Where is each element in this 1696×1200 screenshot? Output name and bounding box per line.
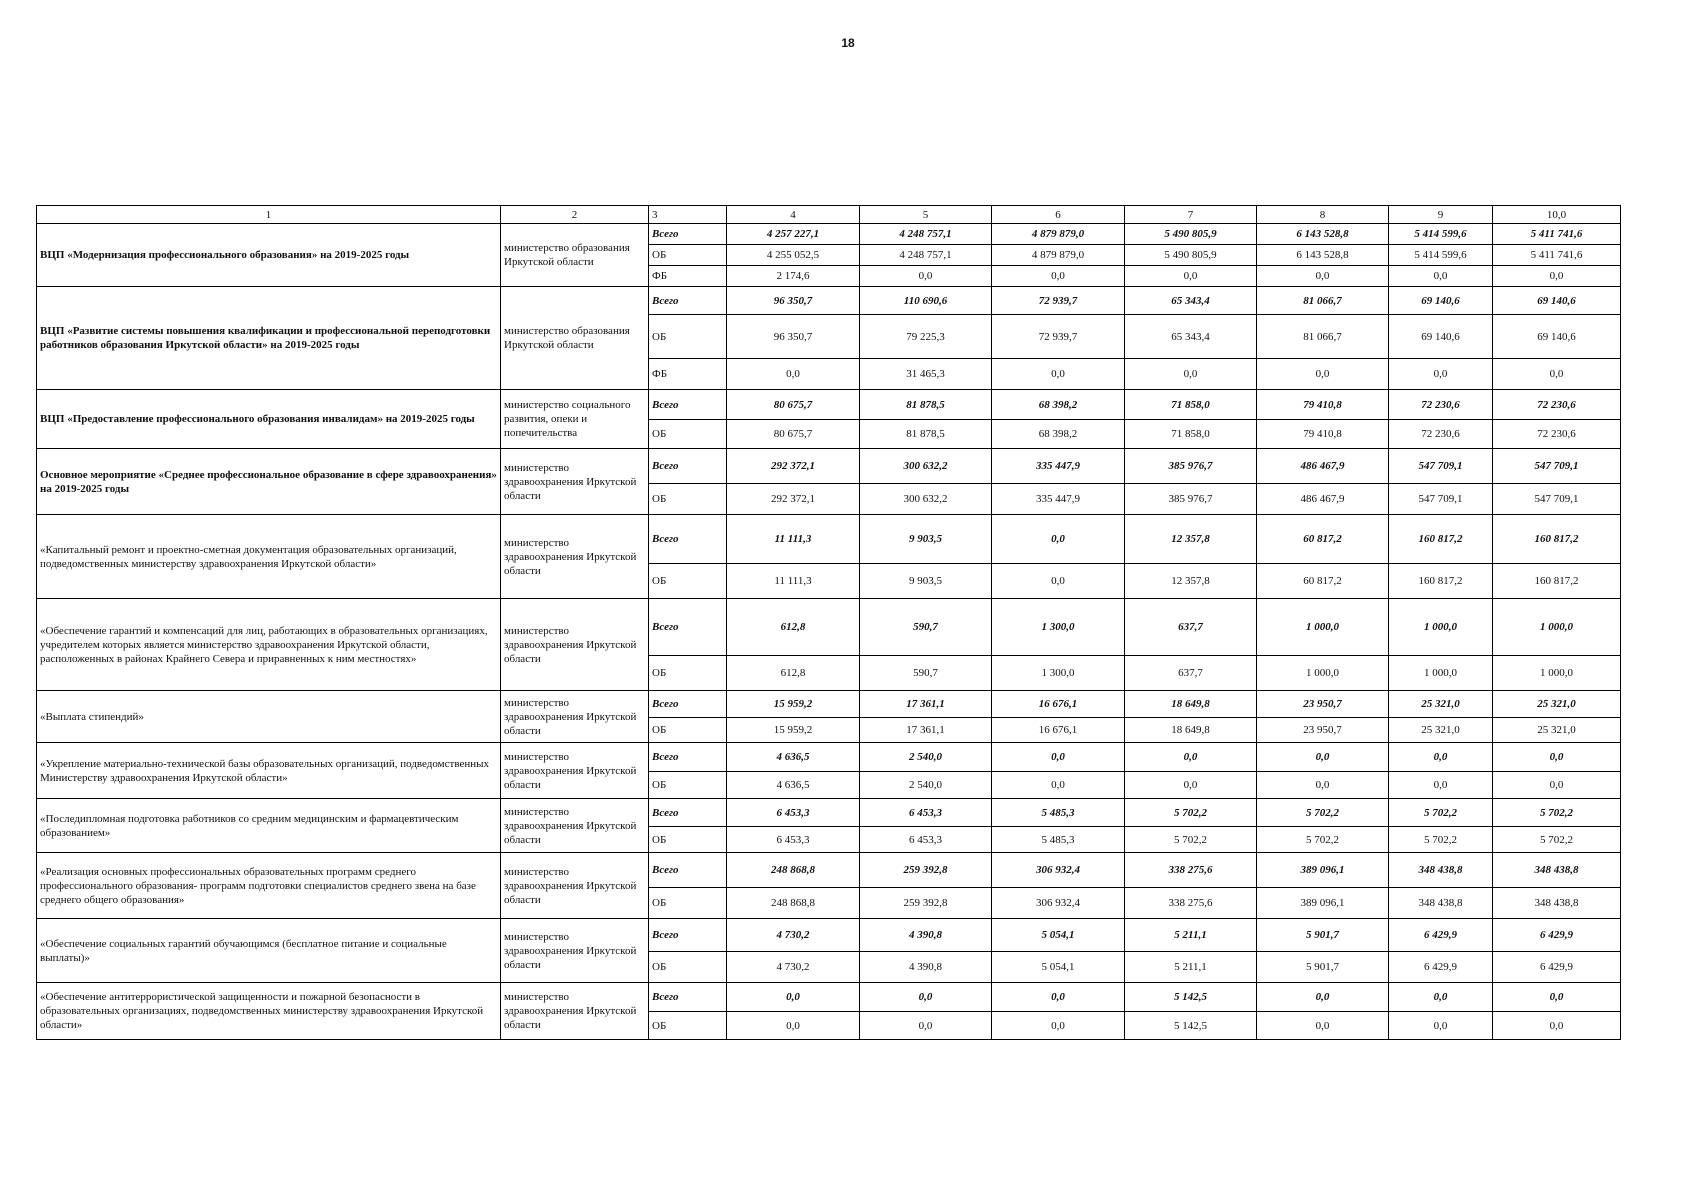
- funding-source: ОБ: [649, 315, 727, 359]
- amount-cell: 0,0: [727, 1012, 860, 1040]
- amount-cell: 69 140,6: [1493, 287, 1621, 315]
- amount-cell: 81 878,5: [860, 390, 992, 420]
- amount-cell: 2 174,6: [727, 266, 860, 287]
- amount-cell: 0,0: [992, 564, 1125, 599]
- amount-cell: 385 976,7: [1125, 484, 1257, 515]
- amount-cell: 5 411 741,6: [1493, 224, 1621, 245]
- amount-cell: 348 438,8: [1493, 853, 1621, 888]
- amount-cell: 5 142,5: [1125, 1012, 1257, 1040]
- header-cell: 8: [1257, 206, 1389, 224]
- amount-cell: 0,0: [1257, 266, 1389, 287]
- amount-cell: 72 230,6: [1389, 420, 1493, 449]
- amount-cell: 0,0: [1257, 983, 1389, 1012]
- amount-cell: 5 054,1: [992, 952, 1125, 983]
- amount-cell: 5 702,2: [1257, 827, 1389, 853]
- responsible-executor: министерство здравоохранения Иркутской области: [501, 449, 649, 515]
- amount-cell: 338 275,6: [1125, 853, 1257, 888]
- responsible-executor: министерство здравоохранения Иркутской области: [501, 599, 649, 691]
- amount-cell: 0,0: [1493, 1012, 1621, 1040]
- amount-cell: 65 343,4: [1125, 287, 1257, 315]
- amount-cell: 81 878,5: [860, 420, 992, 449]
- amount-cell: 25 321,0: [1493, 718, 1621, 743]
- amount-cell: 0,0: [992, 1012, 1125, 1040]
- amount-cell: 16 676,1: [992, 718, 1125, 743]
- amount-cell: 71 858,0: [1125, 420, 1257, 449]
- amount-cell: 31 465,3: [860, 359, 992, 390]
- amount-cell: 590,7: [860, 656, 992, 691]
- responsible-executor: министерство образования Иркутской области: [501, 287, 649, 390]
- amount-cell: 5 211,1: [1125, 952, 1257, 983]
- amount-cell: 79 410,8: [1257, 390, 1389, 420]
- amount-cell: 25 321,0: [1493, 691, 1621, 718]
- amount-cell: 0,0: [860, 983, 992, 1012]
- amount-cell: 0,0: [1125, 359, 1257, 390]
- amount-cell: 5 490 805,9: [1125, 245, 1257, 266]
- amount-cell: 0,0: [992, 743, 1125, 772]
- amount-cell: 0,0: [1389, 266, 1493, 287]
- amount-cell: 23 950,7: [1257, 718, 1389, 743]
- amount-cell: 5 702,2: [1125, 827, 1257, 853]
- budget-table: [36, 205, 1621, 1040]
- amount-cell: 4 257 227,1: [727, 224, 860, 245]
- header-cell: 5: [860, 206, 992, 224]
- amount-cell: 25 321,0: [1389, 691, 1493, 718]
- table-row: [37, 515, 1621, 564]
- amount-cell: 6 429,9: [1389, 952, 1493, 983]
- amount-cell: 12 357,8: [1125, 515, 1257, 564]
- funding-source: ОБ: [649, 718, 727, 743]
- amount-cell: 96 350,7: [727, 315, 860, 359]
- program-name: «Обеспечение социальных гарантий обучающимся (бесплатное питание и социальные выплаты)»: [37, 919, 501, 983]
- amount-cell: 547 709,1: [1389, 449, 1493, 484]
- amount-cell: 72 939,7: [992, 315, 1125, 359]
- amount-cell: 15 959,2: [727, 718, 860, 743]
- amount-cell: 79 225,3: [860, 315, 992, 359]
- amount-cell: 17 361,1: [860, 691, 992, 718]
- amount-cell: 0,0: [860, 266, 992, 287]
- page-number: 18: [841, 36, 855, 50]
- amount-cell: 6 453,3: [727, 827, 860, 853]
- amount-cell: 637,7: [1125, 599, 1257, 656]
- amount-cell: 0,0: [1125, 266, 1257, 287]
- program-name: «Укрепление материально-технической базы образовательных организаций, подведомственных Министерству здравоохранения Иркутской области»: [37, 743, 501, 799]
- header-cell: 6: [992, 206, 1125, 224]
- amount-cell: 5 901,7: [1257, 919, 1389, 952]
- program-name: ВЦП «Модернизация профессионального образования» на 2019-2025 годы: [37, 224, 501, 287]
- amount-cell: 5 702,2: [1493, 799, 1621, 827]
- amount-cell: 11 111,3: [727, 515, 860, 564]
- amount-cell: 0,0: [860, 1012, 992, 1040]
- amount-cell: 5 485,3: [992, 799, 1125, 827]
- program-name: «Последипломная подготовка работников со средним медицинским и фармацевтическим образованием»: [37, 799, 501, 853]
- amount-cell: 0,0: [1389, 359, 1493, 390]
- program-name: «Обеспечение гарантий и компенсаций для лиц, работающих в образовательных организациях, учредителем которых является министерство здравоохранения Иркутской области, расположенных в районах Крайнего Севера и приравненных к ним местностях»: [37, 599, 501, 691]
- amount-cell: 81 066,7: [1257, 287, 1389, 315]
- amount-cell: 71 858,0: [1125, 390, 1257, 420]
- amount-cell: 160 817,2: [1389, 564, 1493, 599]
- program-name: «Капитальный ремонт и проектно-сметная документация образовательных организаций, подведомственных министерству здравоохранения Иркутской области»: [37, 515, 501, 599]
- amount-cell: 79 410,8: [1257, 420, 1389, 449]
- amount-cell: 348 438,8: [1389, 853, 1493, 888]
- responsible-executor: министерство здравоохранения Иркутской области: [501, 919, 649, 983]
- amount-cell: 259 392,8: [860, 888, 992, 919]
- amount-cell: 4 636,5: [727, 743, 860, 772]
- amount-cell: 5 414 599,6: [1389, 224, 1493, 245]
- amount-cell: 5 414 599,6: [1389, 245, 1493, 266]
- amount-cell: 4 730,2: [727, 919, 860, 952]
- amount-cell: 16 676,1: [992, 691, 1125, 718]
- responsible-executor: министерство здравоохранения Иркутской области: [501, 743, 649, 799]
- amount-cell: 0,0: [992, 772, 1125, 799]
- funding-source: Всего: [649, 287, 727, 315]
- table-row: [37, 599, 1621, 656]
- funding-source: Всего: [649, 390, 727, 420]
- amount-cell: 0,0: [992, 266, 1125, 287]
- amount-cell: 292 372,1: [727, 484, 860, 515]
- funding-source: ОБ: [649, 564, 727, 599]
- header-cell: 9: [1389, 206, 1493, 224]
- amount-cell: 1 000,0: [1493, 599, 1621, 656]
- funding-source: Всего: [649, 515, 727, 564]
- amount-cell: 547 709,1: [1493, 484, 1621, 515]
- amount-cell: 1 300,0: [992, 656, 1125, 691]
- amount-cell: 637,7: [1125, 656, 1257, 691]
- amount-cell: 11 111,3: [727, 564, 860, 599]
- amount-cell: 15 959,2: [727, 691, 860, 718]
- amount-cell: 96 350,7: [727, 287, 860, 315]
- funding-source: ОБ: [649, 420, 727, 449]
- amount-cell: 60 817,2: [1257, 564, 1389, 599]
- amount-cell: 0,0: [1389, 1012, 1493, 1040]
- amount-cell: 0,0: [727, 359, 860, 390]
- table-row: [37, 853, 1621, 888]
- amount-cell: 72 230,6: [1493, 390, 1621, 420]
- amount-cell: 1 300,0: [992, 599, 1125, 656]
- amount-cell: 0,0: [1257, 359, 1389, 390]
- amount-cell: 2 540,0: [860, 743, 992, 772]
- amount-cell: 23 950,7: [1257, 691, 1389, 718]
- amount-cell: 160 817,2: [1389, 515, 1493, 564]
- amount-cell: 9 903,5: [860, 515, 992, 564]
- table-row: [37, 390, 1621, 420]
- amount-cell: 4 730,2: [727, 952, 860, 983]
- amount-cell: 6 453,3: [727, 799, 860, 827]
- amount-cell: 1 000,0: [1257, 599, 1389, 656]
- amount-cell: 0,0: [1493, 772, 1621, 799]
- amount-cell: 110 690,6: [860, 287, 992, 315]
- responsible-executor: министерство образования Иркутской области: [501, 224, 649, 287]
- amount-cell: 0,0: [992, 983, 1125, 1012]
- amount-cell: 0,0: [727, 983, 860, 1012]
- amount-cell: 80 675,7: [727, 390, 860, 420]
- table-row: [37, 743, 1621, 772]
- responsible-executor: министерство здравоохранения Иркутской области: [501, 799, 649, 853]
- funding-source: ОБ: [649, 484, 727, 515]
- amount-cell: 69 140,6: [1389, 287, 1493, 315]
- program-name: «Выплата стипендий»: [37, 691, 501, 743]
- amount-cell: 5 702,2: [1389, 827, 1493, 853]
- table-body: [37, 206, 1621, 1040]
- amount-cell: 25 321,0: [1389, 718, 1493, 743]
- table-row: [37, 799, 1621, 827]
- amount-cell: 0,0: [1125, 772, 1257, 799]
- amount-cell: 338 275,6: [1125, 888, 1257, 919]
- amount-cell: 80 675,7: [727, 420, 860, 449]
- amount-cell: 60 817,2: [1257, 515, 1389, 564]
- funding-source: ОБ: [649, 245, 727, 266]
- funding-source: ОБ: [649, 952, 727, 983]
- funding-source: ОБ: [649, 827, 727, 853]
- amount-cell: 0,0: [1389, 983, 1493, 1012]
- table-row: [37, 449, 1621, 484]
- amount-cell: 0,0: [1493, 743, 1621, 772]
- amount-cell: 6 429,9: [1389, 919, 1493, 952]
- amount-cell: 300 632,2: [860, 449, 992, 484]
- amount-cell: 389 096,1: [1257, 888, 1389, 919]
- amount-cell: 0,0: [1257, 1012, 1389, 1040]
- amount-cell: 612,8: [727, 599, 860, 656]
- amount-cell: 389 096,1: [1257, 853, 1389, 888]
- funding-source: Всего: [649, 799, 727, 827]
- amount-cell: 81 066,7: [1257, 315, 1389, 359]
- funding-source: Всего: [649, 449, 727, 484]
- responsible-executor: министерство здравоохранения Иркутской области: [501, 515, 649, 599]
- amount-cell: 0,0: [1257, 772, 1389, 799]
- amount-cell: 335 447,9: [992, 484, 1125, 515]
- amount-cell: 547 709,1: [1389, 484, 1493, 515]
- responsible-executor: министерство здравоохранения Иркутской области: [501, 983, 649, 1040]
- amount-cell: 6 453,3: [860, 827, 992, 853]
- amount-cell: 0,0: [1493, 359, 1621, 390]
- amount-cell: 4 879 879,0: [992, 245, 1125, 266]
- table-row: [37, 224, 1621, 245]
- program-name: ВЦП «Развитие системы повышения квалификации и профессиональной переподготовки работников образования Иркутской области» на 2019-2025 годы: [37, 287, 501, 390]
- amount-cell: 4 390,8: [860, 952, 992, 983]
- funding-source: ОБ: [649, 772, 727, 799]
- funding-source: Всего: [649, 853, 727, 888]
- amount-cell: 4 636,5: [727, 772, 860, 799]
- amount-cell: 5 211,1: [1125, 919, 1257, 952]
- amount-cell: 4 390,8: [860, 919, 992, 952]
- amount-cell: 348 438,8: [1389, 888, 1493, 919]
- amount-cell: 0,0: [1257, 743, 1389, 772]
- amount-cell: 1 000,0: [1493, 656, 1621, 691]
- amount-cell: 18 649,8: [1125, 718, 1257, 743]
- amount-cell: 486 467,9: [1257, 449, 1389, 484]
- amount-cell: 0,0: [1125, 743, 1257, 772]
- amount-cell: 5 490 805,9: [1125, 224, 1257, 245]
- amount-cell: 72 939,7: [992, 287, 1125, 315]
- amount-cell: 348 438,8: [1493, 888, 1621, 919]
- amount-cell: 0,0: [1389, 743, 1493, 772]
- amount-cell: 4 248 757,1: [860, 245, 992, 266]
- header-cell: 4: [727, 206, 860, 224]
- funding-source: Всего: [649, 691, 727, 718]
- amount-cell: 612,8: [727, 656, 860, 691]
- amount-cell: 65 343,4: [1125, 315, 1257, 359]
- table-row: [37, 919, 1621, 952]
- funding-source: Всего: [649, 599, 727, 656]
- amount-cell: 300 632,2: [860, 484, 992, 515]
- amount-cell: 0,0: [992, 515, 1125, 564]
- amount-cell: 6 429,9: [1493, 952, 1621, 983]
- amount-cell: 160 817,2: [1493, 564, 1621, 599]
- amount-cell: 248 868,8: [727, 853, 860, 888]
- amount-cell: 68 398,2: [992, 420, 1125, 449]
- amount-cell: 6 429,9: [1493, 919, 1621, 952]
- responsible-executor: министерство здравоохранения Иркутской области: [501, 691, 649, 743]
- program-name: Основное мероприятие «Среднее профессиональное образование в сфере здравоохранения» на 2019-2025 годы: [37, 449, 501, 515]
- amount-cell: 259 392,8: [860, 853, 992, 888]
- amount-cell: 306 932,4: [992, 888, 1125, 919]
- program-name: «Обеспечение антитеррористической защищенности и пожарной безопасности в образовательных организациях, подведомственных министерству здравоохранения Иркутской области»: [37, 983, 501, 1040]
- amount-cell: 69 140,6: [1493, 315, 1621, 359]
- amount-cell: 292 372,1: [727, 449, 860, 484]
- amount-cell: 6 453,3: [860, 799, 992, 827]
- amount-cell: 5 054,1: [992, 919, 1125, 952]
- amount-cell: 0,0: [992, 359, 1125, 390]
- amount-cell: 6 143 528,8: [1257, 245, 1389, 266]
- amount-cell: 1 000,0: [1389, 656, 1493, 691]
- amount-cell: 6 143 528,8: [1257, 224, 1389, 245]
- amount-cell: 5 702,2: [1257, 799, 1389, 827]
- table-row: [37, 287, 1621, 315]
- amount-cell: 68 398,2: [992, 390, 1125, 420]
- amount-cell: 306 932,4: [992, 853, 1125, 888]
- table-row: [37, 983, 1621, 1012]
- amount-cell: 0,0: [1389, 772, 1493, 799]
- amount-cell: 547 709,1: [1493, 449, 1621, 484]
- amount-cell: 5 702,2: [1125, 799, 1257, 827]
- amount-cell: 4 248 757,1: [860, 224, 992, 245]
- funding-source: Всего: [649, 983, 727, 1012]
- amount-cell: 17 361,1: [860, 718, 992, 743]
- funding-source: Всего: [649, 224, 727, 245]
- amount-cell: 486 467,9: [1257, 484, 1389, 515]
- header-row: [37, 206, 1621, 224]
- amount-cell: 69 140,6: [1389, 315, 1493, 359]
- amount-cell: 2 540,0: [860, 772, 992, 799]
- amount-cell: 1 000,0: [1389, 599, 1493, 656]
- amount-cell: 72 230,6: [1493, 420, 1621, 449]
- amount-cell: 1 000,0: [1257, 656, 1389, 691]
- amount-cell: 72 230,6: [1389, 390, 1493, 420]
- program-name: «Реализация основных профессиональных образовательных программ среднего профессионального образования- программ подготовки специалистов среднего звена на базе среднего общего образования»: [37, 853, 501, 919]
- amount-cell: 335 447,9: [992, 449, 1125, 484]
- header-cell: 2: [501, 206, 649, 224]
- header-cell: 1: [37, 206, 501, 224]
- amount-cell: 590,7: [860, 599, 992, 656]
- amount-cell: 5 901,7: [1257, 952, 1389, 983]
- funding-source: ОБ: [649, 888, 727, 919]
- amount-cell: 4 879 879,0: [992, 224, 1125, 245]
- amount-cell: 4 255 052,5: [727, 245, 860, 266]
- amount-cell: 0,0: [1493, 266, 1621, 287]
- responsible-executor: министерство социального развития, опеки и попечительства: [501, 390, 649, 449]
- funding-source: ФБ: [649, 266, 727, 287]
- table-row: [37, 691, 1621, 718]
- amount-cell: 160 817,2: [1493, 515, 1621, 564]
- amount-cell: 5 702,2: [1493, 827, 1621, 853]
- responsible-executor: министерство здравоохранения Иркутской области: [501, 853, 649, 919]
- header-cell: 7: [1125, 206, 1257, 224]
- header-cell: 10,0: [1493, 206, 1621, 224]
- funding-source: Всего: [649, 743, 727, 772]
- funding-source: ОБ: [649, 1012, 727, 1040]
- amount-cell: 5 411 741,6: [1493, 245, 1621, 266]
- funding-source: ОБ: [649, 656, 727, 691]
- funding-source: Всего: [649, 919, 727, 952]
- funding-source: ФБ: [649, 359, 727, 390]
- amount-cell: 0,0: [1493, 983, 1621, 1012]
- amount-cell: 248 868,8: [727, 888, 860, 919]
- amount-cell: 5 485,3: [992, 827, 1125, 853]
- amount-cell: 385 976,7: [1125, 449, 1257, 484]
- amount-cell: 5 702,2: [1389, 799, 1493, 827]
- amount-cell: 18 649,8: [1125, 691, 1257, 718]
- amount-cell: 12 357,8: [1125, 564, 1257, 599]
- header-cell: 3: [649, 206, 727, 224]
- amount-cell: 9 903,5: [860, 564, 992, 599]
- program-name: ВЦП «Предоставление профессионального образования инвалидам» на 2019-2025 годы: [37, 390, 501, 449]
- amount-cell: 5 142,5: [1125, 983, 1257, 1012]
